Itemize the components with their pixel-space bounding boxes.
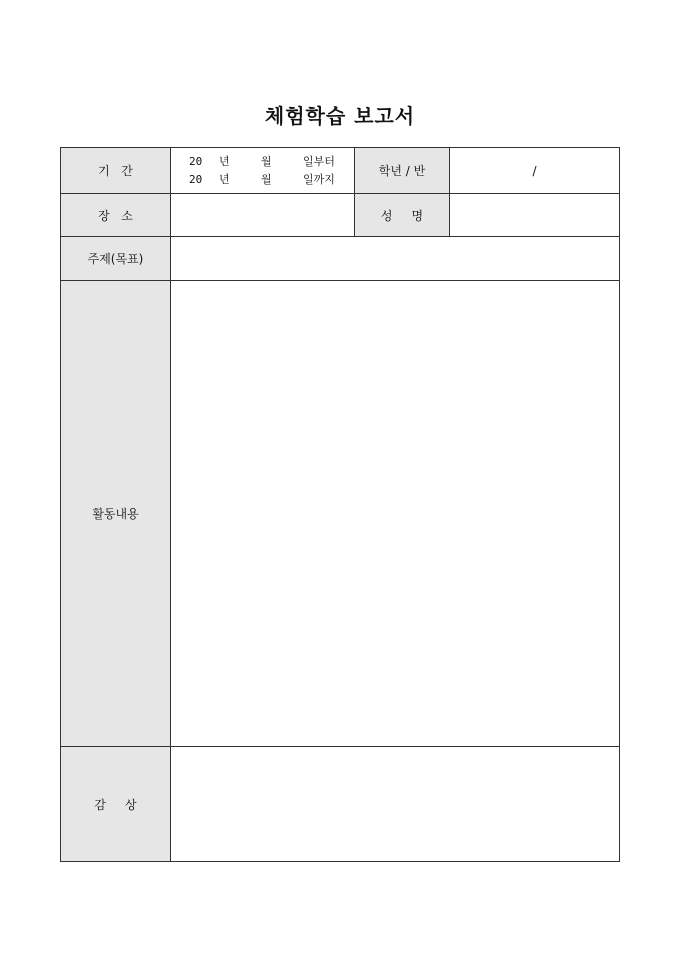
start-day-suffix: 일부터 [303,154,335,168]
activity-value-cell[interactable] [171,281,620,747]
start-year-prefix: 20 [189,154,203,168]
topic-label-cell [61,237,171,281]
grade-class-value-cell[interactable] [450,148,620,194]
row-activity [61,281,620,747]
row-impression [61,747,620,862]
grade-class-label-cell [355,148,450,194]
period-start-line [171,153,354,171]
grade-class-label: 학년 / 반 [378,164,426,178]
impression-label-cell [61,747,171,862]
place-label-cell [61,194,171,237]
period-end-line [171,171,354,189]
end-day-suffix: 일까지 [303,172,335,186]
topic-value-cell[interactable] [171,237,620,281]
name-value-cell[interactable] [450,194,620,237]
activity-label: 활동내용 [92,507,139,521]
activity-label-cell [61,281,171,747]
topic-label: 주제(목표) [87,252,144,266]
row-topic [61,237,620,281]
start-year-unit: 년 [219,154,230,168]
name-label-cell [355,194,450,237]
impression-value-cell[interactable] [171,747,620,862]
document-title: 체험학습 보고서 [264,104,416,128]
end-month-unit: 월 [261,172,272,186]
start-month-unit: 월 [261,154,272,168]
name-label: 성 명 [380,208,424,223]
period-label: 기 간 [98,164,133,178]
report-form-table [60,147,620,862]
row-place-name [61,194,620,237]
end-year-unit: 년 [219,172,230,186]
row-period [61,148,620,194]
grade-class-value: / [532,163,537,178]
place-label: 장 소 [98,208,133,223]
place-value-cell[interactable] [171,194,355,237]
end-year-prefix: 20 [189,172,203,186]
period-value-cell[interactable] [171,148,355,194]
impression-label: 감 상 [94,797,137,812]
period-label-cell [61,148,171,194]
